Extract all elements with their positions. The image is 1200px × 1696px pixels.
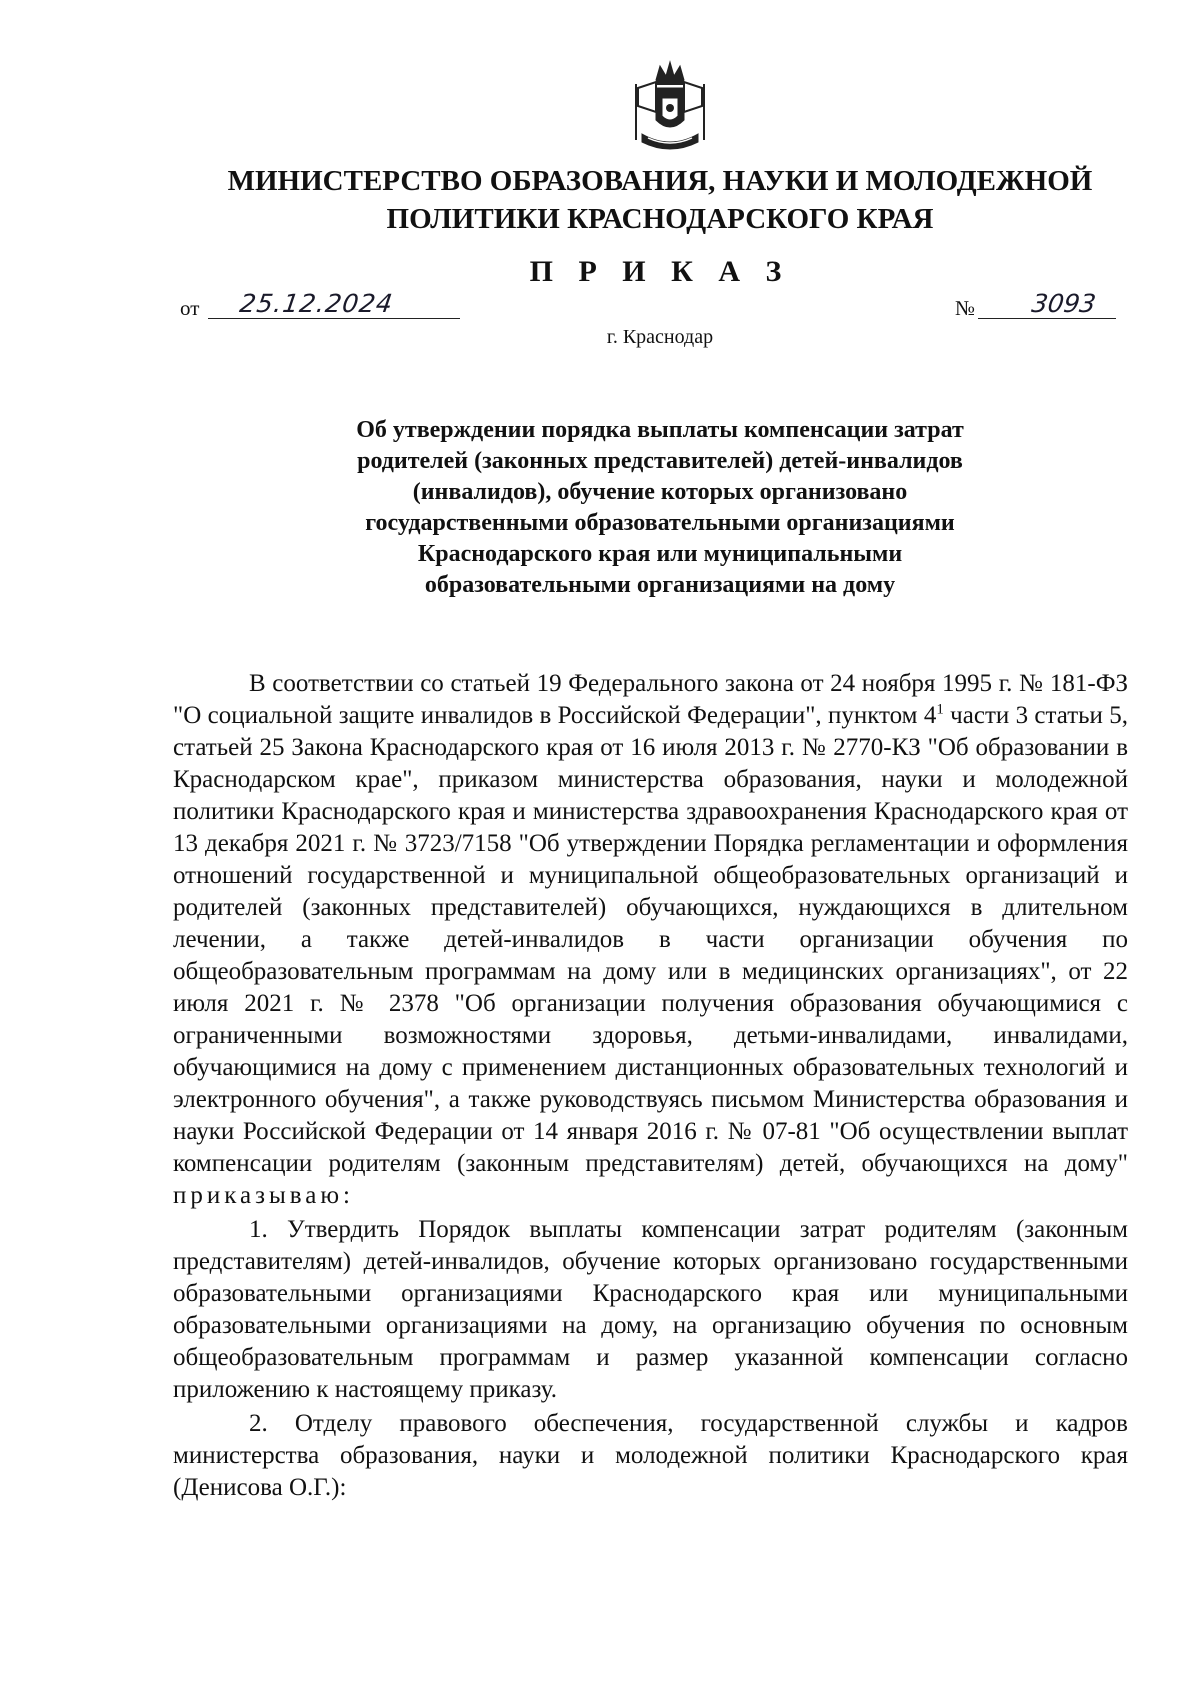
- date-underline: [208, 318, 460, 319]
- document-type-heading: П Р И К А З: [529, 255, 791, 288]
- clause-2-paragraph: 2. Отделу правового обеспечения, государственной службы и кадров министерства образования, науки и молодежной политики Краснодарского края (Денисова О.Г.):: [173, 1410, 1128, 1501]
- order-title-line: образовательными организациями на дому: [424, 572, 896, 598]
- order-title-line: родителей (законных представителей) детей-инвалидов: [357, 448, 963, 474]
- number-underline: [978, 318, 1116, 319]
- order-verb: приказываю:: [173, 1182, 354, 1209]
- order-title-line: Краснодарского края или муниципальными: [417, 541, 903, 567]
- date-label: от: [180, 296, 200, 320]
- city-name: г. Краснодар: [606, 326, 714, 348]
- number-label: №: [955, 296, 976, 320]
- handwritten-date: 25.12.2024: [237, 289, 396, 318]
- clause-1-paragraph: 1. Утвердить Порядок выплаты компенсации затрат родителям (законным представителям) детей-инвалидов, обучение которых организовано государственными образовательными организациями Краснодарского края или муниципальными образовательными организациями на дому, на организацию обучения по основным общеобразовательным программам и размер указанной компенсации согласно приложению к настоящему приказу.: [173, 1216, 1128, 1403]
- order-title-line: (инвалидов), обучение которых организовано: [412, 479, 908, 505]
- order-title-line: государственными образовательными организациями: [365, 510, 955, 536]
- preamble-paragraph: [173, 668, 1128, 1212]
- preamble-text-part-2: части 3 статьи 5, статьей 25 Закона Краснодарского края от 16 июля 2013 г. № 2770-КЗ "Об образовании в Краснодарском крае", приказом министерства образования, науки и молодежной политики Краснодарского края и министерства здравоохранения Краснодарского края от 13 декабря 2021 г. № 3723/7158 "Об утверждении Порядка регламентации и оформления отношений государственной и муниципальной общеобразовательных организаций и родителей (законных представителей) обучающихся, нуждающихся в длительном лечении, а также детей-инвалидов в части организации обучения по общеобразовательным программам на дому или в медицинских организациях", от 22 июля 2021 г. № 2378 "Об организации получения образования обучающимися с ограниченными возможностями здоровья, детьми-инвалидами, инвалидами, обучающимися на дому с применением дистанционных образовательных технологий и электронного обучения", а также руководствуясь письмом Министерства образования и науки Российской Федерации от 14 января 2016 г. № 07-81 "Об осуществлении выплат компенсации родителям (законным представителям) детей, обучающихся на дому": [173, 702, 1128, 1177]
- order-title: [200, 415, 1120, 601]
- ministry-name-line-1: МИНИСТЕРСТВО ОБРАЗОВАНИЯ, НАУКИ И МОЛОДЕЖНОЙ: [227, 165, 1093, 197]
- ministry-name-line-2: ПОЛИТИКИ КРАСНОДАРСКОГО КРАЯ: [386, 203, 934, 235]
- ministry-name: [160, 162, 1160, 238]
- handwritten-number: 3093: [1029, 289, 1098, 318]
- krasnodar-krai-coat-of-arms-icon: [626, 58, 714, 156]
- order-body: [173, 668, 1128, 1504]
- superscript-index: 1: [936, 701, 944, 718]
- preamble-text-part-1: В соответствии со статьей 19 Федерального закона от 24 ноября 1995 г. № 181-ФЗ "О социальной защите инвалидов в Российской Федерации", пунктом 4: [173, 670, 1128, 729]
- order-title-line: Об утверждении порядка выплаты компенсации затрат: [356, 417, 964, 443]
